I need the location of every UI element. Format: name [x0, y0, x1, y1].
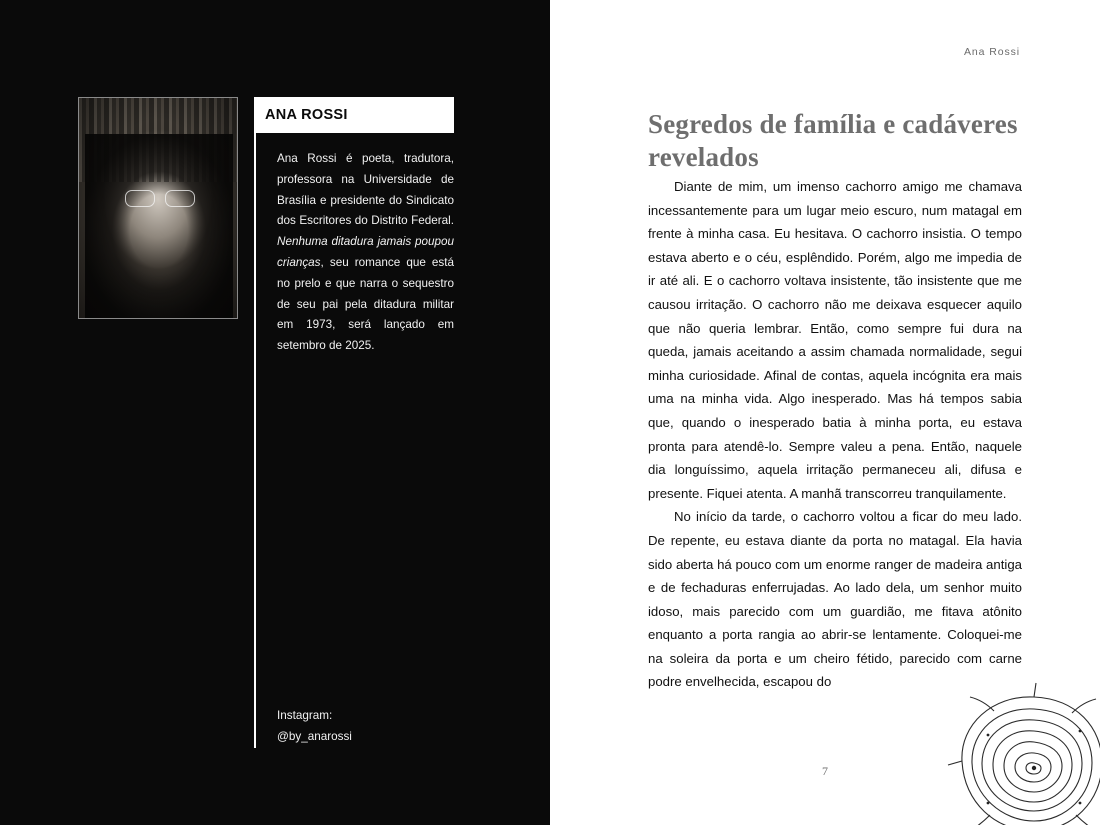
- author-name-bar: [256, 97, 454, 133]
- bio-sentence-1: Ana Rossi é poeta, tradutora, professora na Universidade de Brasília e presidente do Sindicato dos Escritores do Distrito Federal.: [277, 152, 454, 228]
- bio-book-title: Nenhuma ditadura jamais poupou crianças: [277, 235, 454, 269]
- article-body: [648, 175, 1022, 694]
- author-name: ANA ROSSI: [265, 107, 348, 123]
- author-bio-block: [254, 97, 452, 748]
- photo-background: [79, 98, 237, 318]
- instagram-handle[interactable]: @by_anarossi: [277, 730, 352, 744]
- paragraph: Diante de mim, um imenso cachorro amigo me chamava incessantemente para um lugar meio escuro, num matagal em frente à minha casa. Eu hesitava. O cachorro insistia. O tempo estava aberto e o céu, esplêndido. Porém, algo me impedia de ir até ali. E o cachorro voltava insistente, tão insistente que me causou irritação. O cachorro não me deixava esquecer aquilo que não queria lembrar. Então, como sempre fui dura na queda, jamais aceitando a assim chamada normalidade, segui minha curiosidade. Afinal de contas, aquela incógnita era mais uma na minha vida. Algo inesperado. Mas há tempos sabia que, quando o inesperado batia à minha porta, eu estava pronta para atendê-lo. Sempre valeu a pena. Então, naquele dia longuíssimo, aquela irritação permaneceu ali, difusa e presente. Fiquei atenta. A manhã transcorreu tranquilamente.: [648, 179, 1022, 501]
- right-page: [550, 0, 1100, 825]
- photo-vignette: [79, 98, 237, 318]
- author-social-block: [277, 706, 454, 748]
- author-bio-text: [277, 149, 454, 357]
- paragraph: No início da tarde, o cachorro voltou a ficar do meu lado. De repente, eu estava diante da porta no matagal. Ela havia sido aberta há pouco com um enorme ranger de madeira antiga e de fechaduras enferrujadas. Ao lado dela, um senhor muito idoso, mais parecido com um guardião, me fitava atônito enquanto a porta rangia ao abrir-se lentamente. Coloquei-me na soleira da porta e um cheiro fétido, parecido com carne podre envelhecida, escapou do: [648, 509, 1022, 690]
- page-number: 7: [822, 764, 828, 778]
- instagram-label: Instagram:: [277, 709, 333, 723]
- page-title: Segredos de família e cadáveres revelados: [648, 109, 1018, 173]
- running-head: Ana Rossi: [964, 46, 1020, 58]
- bio-sentence-2: , seu romance que está no prelo e que narra o sequestro de seu pai pela ditadura militar em 1973, será lançado em setembro de 2025.: [277, 255, 454, 353]
- author-photo: [78, 97, 238, 319]
